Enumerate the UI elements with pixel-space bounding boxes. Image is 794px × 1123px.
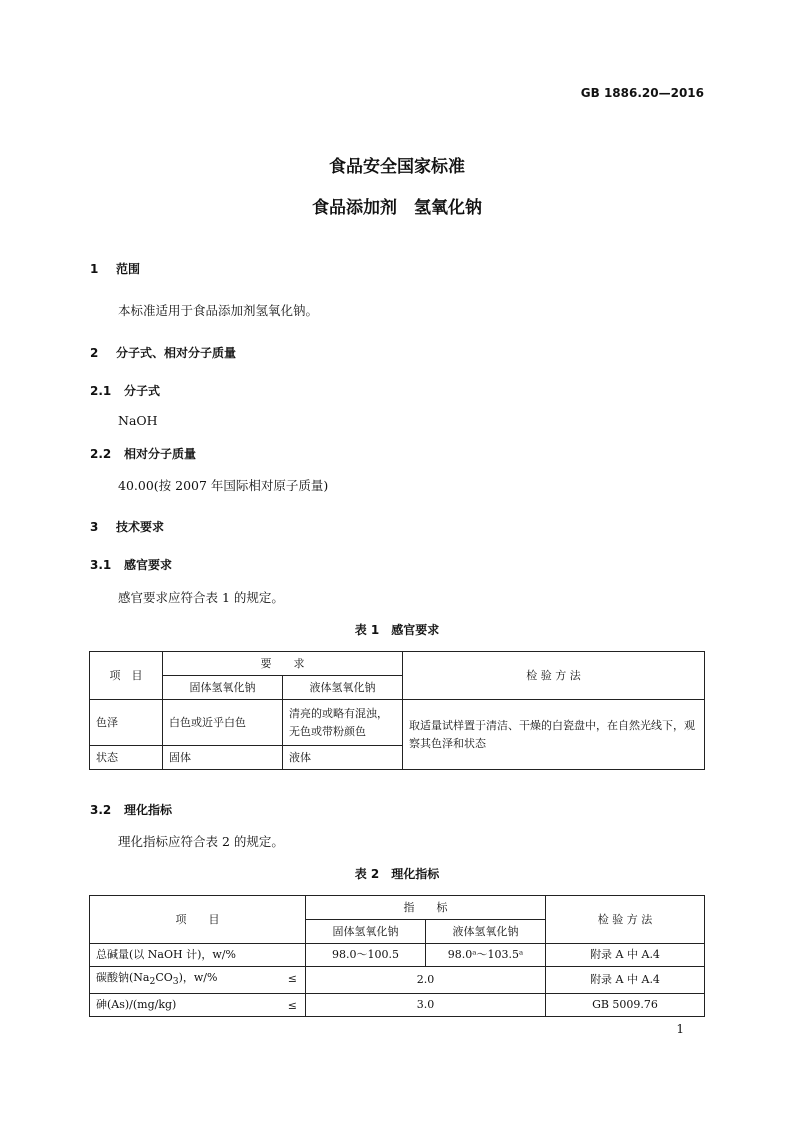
table-1-caption: 表 1 感官要求 (354, 623, 440, 637)
section-title: 理化指标 (124, 803, 173, 817)
table-row (90, 944, 705, 967)
section-title: 范围 (116, 262, 141, 276)
standard-code: GB 1886.20—2016 (580, 86, 704, 100)
cell-solid: 固体 (163, 746, 283, 770)
section-2-1-text: NaOH (118, 413, 158, 428)
section-number: 3 (90, 520, 99, 534)
cell-item: 总碱量(以 NaOH 计)，w/% (90, 944, 306, 967)
section-2-2-text: 40.00(按 2007 年国际相对原子质量) (118, 478, 329, 493)
section-title: 分子式 (124, 384, 161, 398)
subscript: 2 (149, 976, 156, 988)
header-liquid: 液体氢氧化钠 (426, 920, 546, 944)
cell-value: 2.0 (306, 967, 546, 994)
header-method: 检 验 方 法 (403, 652, 705, 700)
cell-liquid: 液体 (283, 746, 403, 770)
cell-item: 色泽 (90, 700, 163, 746)
cell-item (90, 994, 306, 1017)
header-item: 项 目 (90, 896, 306, 944)
cell-liquid: 清亮的或略有混浊，无色或带粉颜色 (283, 700, 403, 746)
cell-method: GB 5009.76 (546, 994, 705, 1017)
header-solid: 固体氢氧化钠 (163, 676, 283, 700)
item-text: 碳酸钠(Na (96, 971, 150, 984)
header-index: 指 标 (306, 896, 546, 920)
table-1-sensory (89, 651, 705, 770)
section-3-1-text: 感官要求应符合表 1 的规定。 (118, 590, 284, 605)
table-2-caption: 表 2 理化指标 (354, 867, 440, 881)
document-title: 食品安全国家标准 (329, 157, 465, 177)
item-text: CO (155, 971, 173, 984)
header-requirements: 要 求 (163, 652, 403, 676)
section-2-heading (90, 344, 236, 361)
header-method: 检 验 方 法 (546, 896, 705, 944)
section-title: 分子式、相对分子质量 (116, 346, 237, 360)
cell-method: 附录 A 中 A.4 (546, 967, 705, 994)
section-number: 1 (90, 262, 99, 276)
section-number: 3.1 (90, 558, 112, 572)
subscript: 3 (172, 976, 179, 988)
section-1-heading (90, 260, 140, 277)
section-title: 感官要求 (124, 558, 173, 572)
section-2-1-heading (90, 382, 160, 399)
table-header-row (90, 896, 705, 920)
less-equal-symbol: ≤ (287, 999, 297, 1013)
less-equal-symbol: ≤ (287, 972, 297, 985)
header-item: 项 目 (90, 652, 163, 700)
item-text: )，w/% (178, 971, 218, 984)
header-liquid: 液体氢氧化钠 (283, 676, 403, 700)
section-number: 3.2 (90, 803, 112, 817)
section-title: 相对分子质量 (124, 447, 197, 461)
section-number: 2.2 (90, 447, 112, 461)
table-row (90, 994, 705, 1017)
cell-liquid: 98.0ᵃ～103.5ᵃ (426, 944, 546, 967)
cell-item (90, 967, 306, 994)
cell-value: 3.0 (306, 994, 546, 1017)
cell-method: 附录 A 中 A.4 (546, 944, 705, 967)
section-title: 技术要求 (116, 520, 165, 534)
page-number: 1 (676, 1022, 684, 1036)
cell-item: 状态 (90, 746, 163, 770)
section-3-1-heading (90, 556, 172, 573)
section-number: 2 (90, 346, 99, 360)
header-solid: 固体氢氧化钠 (306, 920, 426, 944)
section-3-heading (90, 518, 164, 535)
section-3-2-text: 理化指标应符合表 2 的规定。 (118, 834, 284, 849)
cell-solid: 白色或近乎白色 (163, 700, 283, 746)
item-text: 砷(As)/(mg/kg) (96, 998, 177, 1012)
table-2-physicochemical (89, 895, 705, 1017)
section-3-2-heading (90, 801, 172, 818)
table-row (90, 700, 705, 746)
section-1-text: 本标准适用于食品添加剂氢氧化钠。 (118, 303, 319, 318)
document-subtitle: 食品添加剂 氢氧化钠 (312, 198, 482, 218)
section-number: 2.1 (90, 384, 112, 398)
section-2-2-heading (90, 445, 196, 462)
table-header-row (90, 652, 705, 676)
cell-method: 取适量试样置于清洁、干燥的白瓷盘中，在自然光线下，观察其色泽和状态 (403, 700, 705, 770)
table-row (90, 967, 705, 994)
cell-solid: 98.0～100.5 (306, 944, 426, 967)
